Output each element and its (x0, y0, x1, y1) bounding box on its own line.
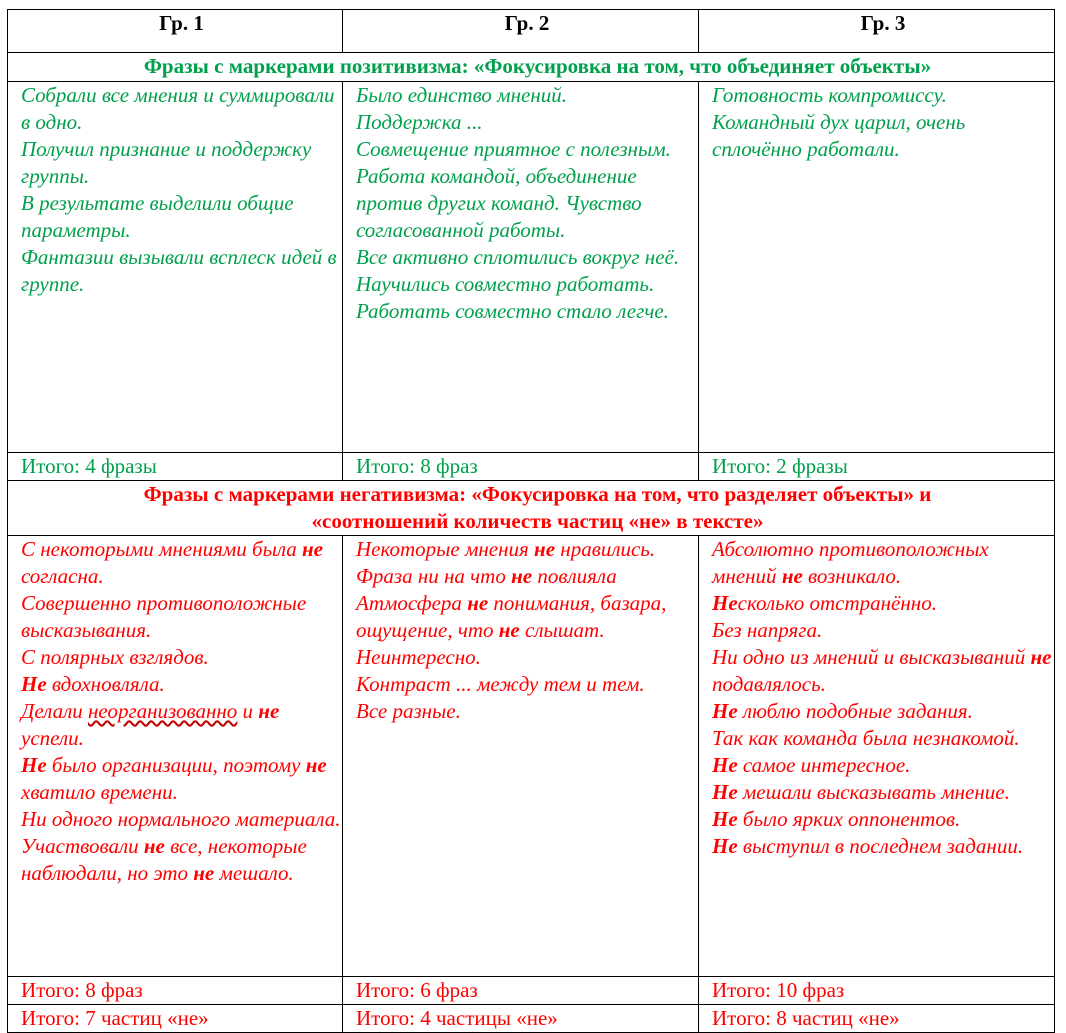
ne-particle: не (498, 618, 520, 642)
phrase-text: возникало. (802, 564, 902, 588)
particle-totals-row (8, 1005, 1055, 1033)
positive-phrases-group-1 (8, 82, 343, 453)
header-group-2: Гр. 2 (343, 10, 699, 53)
ne-particle: Не (712, 834, 738, 858)
particle-total-group-3: Итого: 8 частиц «не» (699, 1005, 1055, 1033)
ne-particle: Не (712, 753, 738, 777)
ne-particle: не (534, 537, 556, 561)
negative-phrase (21, 671, 342, 698)
phrase-text: выступил в последнем задании. (737, 834, 1024, 858)
phrase-text: Абсолютно противоположных мнений (712, 537, 989, 588)
header-row (8, 10, 1055, 53)
phrase-text: вдохновляла. (46, 672, 165, 696)
negative-phrase (712, 725, 1054, 752)
negative-phrase (21, 644, 342, 671)
negative-section-title (8, 481, 1055, 536)
phrase-text: Ни одного нормального материала. (21, 807, 341, 831)
negative-phrase (712, 698, 1054, 725)
negative-phrase (712, 779, 1054, 806)
phrase-text: сколько отстранённо. (737, 591, 937, 615)
ne-particle: не (305, 753, 327, 777)
particle-total-group-2: Итого: 4 частицы «не» (343, 1005, 699, 1033)
positive-phrase: Работать совместно стало легче. (356, 299, 669, 323)
phrase-text: Делали (21, 699, 88, 723)
particle-total-group-1: Итого: 7 частиц «не» (8, 1005, 343, 1033)
positive-total-group-2: Итого: 8 фраз (343, 453, 699, 481)
header-group-3: Гр. 3 (699, 10, 1055, 53)
phrase-text: согласна. (21, 564, 104, 588)
negative-phrase (21, 806, 342, 833)
phrase-text: Без напряга. (712, 618, 823, 642)
phrase-text: Совершенно противоположные высказывания. (21, 591, 307, 642)
negative-title-row (8, 481, 1055, 536)
phrase-text: самое интересное. (737, 753, 911, 777)
negative-phrases-group-2 (343, 536, 699, 977)
phrases-table (7, 9, 1055, 1033)
ne-particle: не (511, 564, 533, 588)
negative-total-group-1: Итого: 8 фраз (8, 977, 343, 1005)
negative-totals-row (8, 977, 1055, 1005)
positive-phrases-group-3 (699, 82, 1055, 453)
phrase-text: было организации, поэтому (46, 753, 306, 777)
negative-total-group-3: Итого: 10 фраз (699, 977, 1055, 1005)
ne-particle: Не (712, 780, 738, 804)
phrase-text: Некоторые мнения (356, 537, 535, 561)
negative-phrase (356, 536, 698, 563)
negative-phrases-row (8, 536, 1055, 977)
negative-phrases-group-1 (8, 536, 343, 977)
negative-phrase (21, 752, 342, 806)
positive-phrases-group-2 (343, 82, 699, 453)
positive-phrase: Совмещение приятное с полезным. (356, 137, 671, 161)
positive-phrase: Собрали все мнения и суммировали в одно. (21, 83, 335, 134)
negative-phrase (712, 806, 1054, 833)
positive-phrase: Все активно сплотились вокруг неё. (356, 245, 680, 269)
phrase-text: успели. (21, 726, 84, 750)
phrase-text: слышат. (519, 618, 605, 642)
negative-phrase (21, 833, 342, 887)
positive-phrase: Командный дух царил, очень сплочённо работали. (712, 110, 966, 161)
ne-particle: Не (712, 699, 738, 723)
negative-phrase (356, 698, 698, 725)
ne-particle: Не (21, 672, 47, 696)
negative-phrase (712, 590, 1054, 617)
negative-phrase (712, 752, 1054, 779)
phrase-text: мешали высказывать мнение. (737, 780, 1010, 804)
negative-total-group-2: Итого: 6 фраз (343, 977, 699, 1005)
positive-phrase: Готовность компромиссу. (712, 83, 947, 107)
positive-total-group-3: Итого: 2 фразы (699, 453, 1055, 481)
phrase-text: было ярких оппонентов. (737, 807, 961, 831)
phrase-text: Фраза ни на что (356, 564, 512, 588)
header-group-1: Гр. 1 (8, 10, 343, 53)
phrase-text: все, некоторые наблюдали, но это (21, 834, 307, 885)
positive-totals-row (8, 453, 1055, 481)
negative-phrase (21, 536, 342, 590)
positive-section-title: Фразы с маркерами позитивизма: «Фокусировка на том, что объединяет объекты» (8, 53, 1055, 82)
ne-particle: Не (21, 753, 47, 777)
negative-phrase (712, 644, 1054, 698)
spellcheck-word: неорганизованно (87, 699, 238, 723)
phrase-text: Так как команда была незнакомой. (712, 726, 1020, 750)
phrase-text: Ни одно из мнений и высказываний (712, 645, 1031, 669)
negative-phrase (712, 617, 1054, 644)
negative-phrase (356, 671, 698, 698)
negative-phrase (21, 590, 342, 644)
phrase-text: Неинтересно. (356, 645, 481, 669)
positive-phrase: Получил признание и поддержку группы. (21, 137, 312, 188)
negative-phrase (712, 536, 1054, 590)
phrase-text: и (237, 699, 259, 723)
negative-phrase (712, 833, 1054, 860)
negative-title-line-2: «соотношений количеств частиц «не» в тексте» (311, 509, 764, 533)
ne-particle: не (1030, 645, 1052, 669)
ne-particle: не (258, 699, 280, 723)
negative-title-line-1: Фразы с маркерами негативизма: «Фокусировка на том, что разделяет объекты» и (143, 482, 932, 506)
phrase-text: понимания, базара, ощущение, что (356, 591, 667, 642)
phrase-text: Участвовали (21, 834, 144, 858)
phrase-text: Контраст ... между тем и тем. (356, 672, 645, 696)
ne-particle: не (193, 861, 215, 885)
negative-phrases-group-3 (699, 536, 1055, 977)
negative-phrase (356, 563, 698, 590)
positive-phrases-row (8, 82, 1055, 453)
ne-particle: Не (712, 807, 738, 831)
positive-title-row (8, 53, 1055, 82)
negative-phrase (356, 644, 698, 671)
phrase-text: повлияла (532, 564, 617, 588)
phrase-text: хватило времени. (21, 780, 178, 804)
positive-phrase: Поддержка ... (356, 110, 483, 134)
ne-particle: не (143, 834, 165, 858)
positive-phrase: Фантазии вызывали всплеск идей в группе. (21, 245, 337, 296)
ne-particle: Не (712, 591, 738, 615)
negative-phrase (21, 698, 342, 752)
phrase-text: нравились. (555, 537, 656, 561)
positive-phrase: Было единство мнений. (356, 83, 567, 107)
ne-particle: не (467, 591, 489, 615)
positive-total-group-1: Итого: 4 фразы (8, 453, 343, 481)
positive-phrase: Работа командой, объединение против других команд. Чувство согласованной работы. (356, 164, 642, 242)
phrase-text: подавлялось. (712, 672, 826, 696)
phrase-text: Атмосфера (356, 591, 468, 615)
phrase-text: мешало. (214, 861, 294, 885)
phrase-text: Все разные. (356, 699, 461, 723)
negative-phrase (356, 590, 698, 644)
phrase-text: С полярных взглядов. (21, 645, 209, 669)
ne-particle: не (301, 537, 323, 561)
positive-phrase: В результате выделили общие параметры. (21, 191, 294, 242)
phrase-text: люблю подобные задания. (737, 699, 973, 723)
phrase-text: С некоторыми мнениями была (21, 537, 302, 561)
ne-particle: не (781, 564, 803, 588)
positive-phrase: Научились совместно работать. (356, 272, 655, 296)
